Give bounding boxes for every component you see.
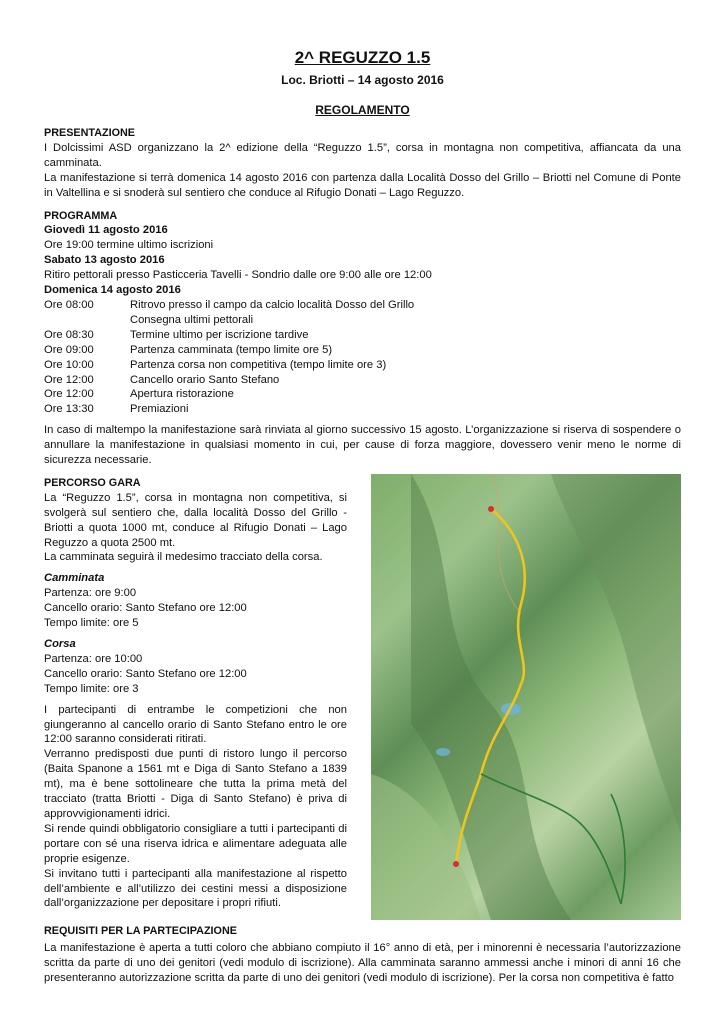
percorso-heading: PERCORSO GARA: [44, 476, 141, 489]
schedule-row: [44, 358, 681, 373]
schedule-row: [44, 387, 681, 402]
corsa-line: Cancello orario: Santo Stefano ore 12:00: [44, 667, 247, 680]
percorso-paragraph-6: Si invitano tutti i partecipanti alla manifestazione al rispetto dell’ambiente e all’utilizzo dei cestini messi a disposizione dall’organizzazione per depositare i propri rifiuti.: [44, 867, 347, 910]
schedule-time: Ore 08:00: [44, 298, 94, 311]
schedule-time: Ore 12:00: [44, 388, 94, 401]
schedule-time: Ore 10:00: [44, 358, 94, 371]
corsa-line: Partenza: ore 10:00: [44, 652, 143, 665]
document-page: [44, 44, 681, 986]
camminata-heading: Camminata: [44, 572, 105, 585]
programma-heading: PROGRAMMA: [44, 209, 118, 222]
percorso-paragraph-1: La “Reguzzo 1.5”, corsa in montagna non competitiva, si svolgerà sul sentiero che, dalla località Dosso del Grillo - Briotti a quota 1000 mt, conduce al Rifugio Donati – Lago Reguzzo a quota 2500 mt.: [44, 491, 347, 549]
schedule-row: [44, 328, 681, 343]
corsa-heading: Corsa: [44, 638, 76, 650]
day-3-heading: Domenica 14 agosto 2016: [44, 284, 181, 297]
schedule-text: Consegna ultimi pettorali: [130, 313, 254, 326]
requisiti-paragraph-1: La manifestazione è aperta a tutti coloro che abbiano compiuto il 16° anno di età, per i minorenni è necessaria l’autorizzazione scritta da parte di uno dei genitori (vedi modulo di iscrizione). Alla camminata saranno ammessi anche i minori di anni 16 che presenteranno autorizzazione scritta da parte di uno dei genitori (vedi modulo di iscrizione). Per la corsa non competitiva è fatto: [44, 941, 681, 984]
schedule-time: Ore 13:30: [44, 403, 94, 416]
schedule-row: [44, 402, 681, 417]
percorso-text-column: [44, 472, 347, 920]
percorso-paragraph-3: I partecipanti di entrambe le competizioni che non giungeranno al cancello orario di Santo Stefano entro le ore 12:00 saranno considerati ritirati.: [44, 703, 347, 746]
presentazione-heading: PRESENTAZIONE: [44, 127, 135, 139]
percorso-paragraph-4: Verranno predisposti due punti di ristoro lungo il percorso (Baita Spanone a 1561 mt e Diga di Santo Stefano a 1839 mt), ma è bene sottolineare che tutta la prima metà del tracciato (tratta Briotti - Diga di Santo Stefano) è priva di approvvigionamenti idrici.: [44, 748, 347, 820]
schedule-list: [44, 298, 681, 417]
day-1-heading: Giovedì 11 agosto 2016: [44, 224, 168, 237]
regolamento-heading: REGOLAMENTO: [315, 103, 410, 117]
schedule-time: [44, 313, 130, 328]
schedule-time: Ore 08:30: [44, 328, 94, 341]
schedule-text: Apertura ristorazione: [130, 388, 234, 401]
schedule-text: Partenza corsa non competitiva (tempo limite ore 3): [130, 358, 387, 371]
day-1-text: Ore 19:00 termine ultimo iscrizioni: [44, 239, 214, 252]
schedule-text: Ritrovo presso il campo da calcio località Dosso del Grillo: [130, 298, 415, 311]
document-subtitle: Loc. Briotti – 14 agosto 2016: [281, 73, 444, 87]
schedule-text: Partenza camminata (tempo limite ore 5): [130, 343, 333, 356]
schedule-text: Cancello orario Santo Stefano: [130, 373, 280, 386]
schedule-time: Ore 09:00: [44, 343, 94, 356]
day-2-heading: Sabato 13 agosto 2016: [44, 254, 165, 267]
camminata-line: Cancello orario: Santo Stefano ore 12:00: [44, 602, 247, 615]
schedule-row: [44, 373, 681, 388]
day-2-text: Ritiro pettorali presso Pasticceria Tavelli - Sondrio dalle ore 9:00 alle ore 12:00: [44, 269, 432, 282]
document-title: 2^ REGUZZO 1.5: [294, 48, 431, 67]
camminata-line: Partenza: ore 9:00: [44, 587, 137, 600]
corsa-line: Tempo limite: ore 3: [44, 682, 139, 695]
weather-note: In caso di maltempo la manifestazione sarà rinviata al giorno successivo 15 agosto. L’organizzazione si riserva di sospendere o annullare la manifestazione in qualsiasi momento in cui, per cause di forza maggiore, dovessero venir meno le norme di sicurezza necessarie.: [44, 424, 681, 467]
schedule-time: Ore 12:00: [44, 373, 94, 386]
percorso-paragraph-5: Si rende quindi obbligatorio consigliare a tutti i partecipanti di portare con sé una riserva idrica e alimentare adeguata alle proprie esigenze.: [44, 822, 347, 865]
schedule-text: Premiazioni: [130, 403, 189, 416]
requisiti-heading: REQUISITI PER LA PARTECIPAZIONE: [44, 924, 237, 937]
schedule-row: [44, 343, 681, 358]
presentazione-paragraph-2: La manifestazione si terrà domenica 14 agosto 2016 con partenza dalla Località Dosso del Grillo – Briotti nel Comune di Ponte in Valtellina e si snoderà sul sentiero che conduce al Rifugio Donati – Lago Reguzzo.: [44, 171, 681, 199]
schedule-text: Termine ultimo per iscrizione tardive: [130, 328, 309, 341]
camminata-line: Tempo limite: ore 5: [44, 617, 139, 630]
route-map-drawing: [371, 474, 681, 920]
route-map-image: [371, 474, 681, 920]
presentazione-paragraph-1: I Dolcissimi ASD organizzano la 2^ edizione della “Reguzzo 1.5”, corsa in montagna non competitiva, affiancata da una camminata.: [44, 141, 681, 169]
schedule-row: [44, 313, 681, 328]
percorso-section: [44, 472, 681, 920]
percorso-paragraph-2: La camminata seguirà il medesimo tracciato della corsa.: [44, 551, 323, 564]
schedule-row: [44, 298, 681, 313]
